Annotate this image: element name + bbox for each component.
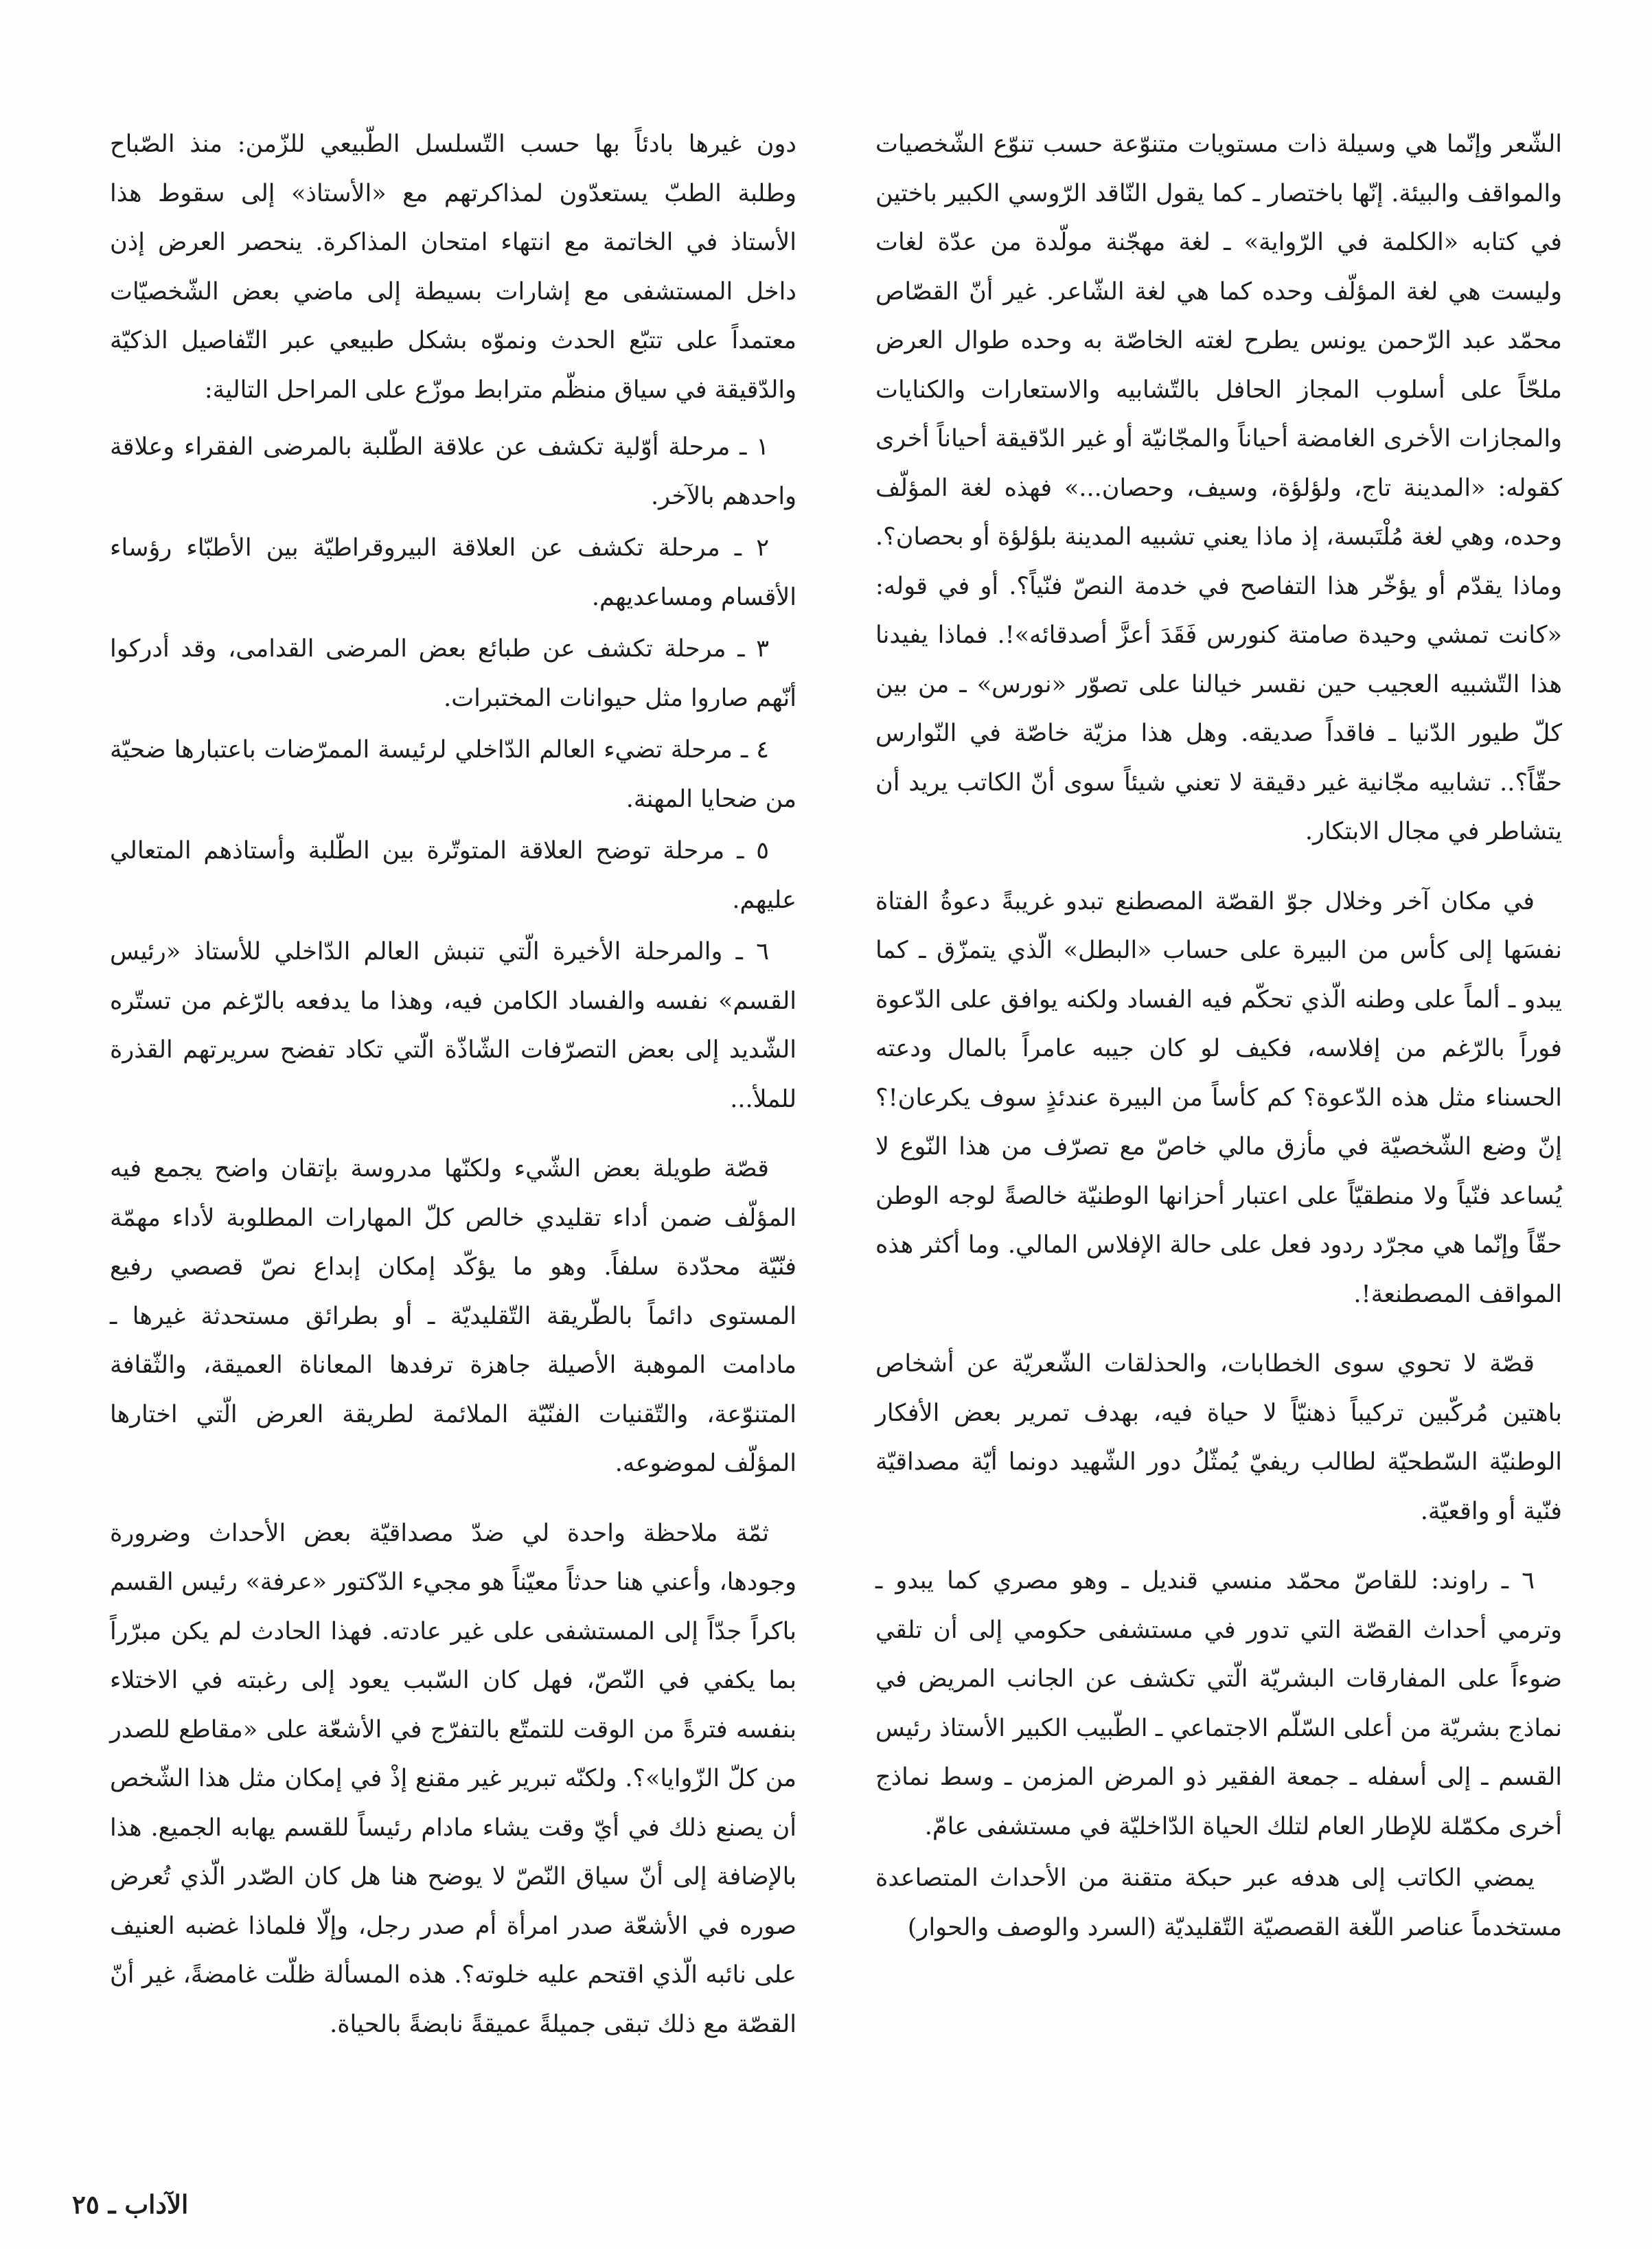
list-item: ٤ ـ مرحلة تضيء العالم الدّاخلي لرئيسة الممرّضات باعتبارها ضحيّة من ضحايا المهنة. (110, 736, 796, 813)
paragraph: قصّة لا تحوي سوى الخطابات، والحذلقات الشّعريّة عن أشخاص باهتين مُركّبين تركيباً ذهنيّاً لا حياة فيه، بهدف تمرير بعض الأفكار الوطنيّة السّطحيّة لطالب ريفيّ يُمثّلُ دور الشّهيد دونما أيّة مصداقيّة فنّية أو واقعيّة. (875, 1350, 1562, 1525)
paragraph: ثمّة ملاحظة واحدة لي ضدّ مصداقيّة بعض الأحداث وضرورة وجودها، وأعني هنا حدثاً معيّناً هو مجيء الدّكتور «عرفة» رئيس القسم باكراً جدّاً إلى المستشفى على غير عادته. فهذا الحادث لم يكن مبرّراً بما يكفي في النّصّ، فهل كان السّبب يعود إلى رغبته في الاختلاء بنفسه فترةً من الوقت للتمتّع بالتفرّج في الأشعّة على «مقاطع للصدر من كلّ الزّوايا»؟. ولكنّه تبرير غير مقنع إذْ في إمكان مثل هذا الشّخص أن يصنع ذلك في أيّ وقت يشاء مادام رئيساً للقسم يهابه الجميع. هذا بالإضافة إلى أنّ سياق النّصّ لا يوضح هنا هل كان الصّدر الّذي تُعرض صوره في الأشعّة صدر امرأة أم صدر رجل، وإلّا فلماذا غضبه العنيف على نائبه الّذي اقتحم عليه خلوته؟. هذه المسألة ظلّت غامضةً، غير أنّ القصّة مع ذلك تبقى جميلةً عميقةً نابضةً بالحياة. (110, 1519, 796, 2038)
list-item: ٥ ـ مرحلة توضح العلاقة المتوتّرة بين الطّلبة وأستاذهم المتعالي عليهم. (110, 837, 796, 914)
paragraph: الشّعر وإنّما هي وسيلة ذات مستويات متنوّعة حسب تنوّع الشّخصيات والمواقف والبيئة. إنّها باختصار ـ كما يقول النّاقد الرّوسي الكبير باختين في كتابه «الكلمة في الرّواية» ـ لغة مهجّنة مولّدة من عدّة لغات وليست هي لغة المؤلّف وحده كما هي لغة الشّاعر. غير أنّ القصّاص محمّد عبد الرّحمن يونس يطرح لغته الخاصّة به وحده طوال العرض ملحّاً على أسلوب المجاز الحافل بالتّشابيه والاستعارات والكنايات والمجازات الأخرى الغامضة أحياناً والمجّانيّة أو غير الدّقيقة أحياناً أخرى كقوله: «المدينة تاج، ولؤلؤة، وسيف، وحصان...» فهذه لغة المؤلّف وحده، وهي لغة مُلْتَبسة، إذ ماذا يعني تشبيه المدينة بلؤلؤة أو بحصان؟. وماذا يقدّم أو يؤخّر هذا التفاصح في خدمة النصّ فنّياً؟. أو في قوله: «كانت تمشي وحيدة صامتة كنورس فَقَدَ أعزَّ أصدقائه»!. فماذا يفيدنا هذا التّشبيه العجيب حين نقسر خيالنا على تصوّر «نورس» ـ من بين كلّ طيور الدّنيا ـ فاقداً صديقه. وهل هذا مزيّة خاصّة في النّوارس حقّاً؟.. تشابيه مجّانية غير دقيقة لا تعني شيئاً سوى أنّ الكاتب يريد أن يتشاطر في مجال الابتكار. (875, 130, 1562, 845)
paragraph: دون غيرها بادئاً بها حسب التّسلسل الطّبيعي للزّمن: منذ الصّباح وطلبة الطبّ يستعدّون لمذاكرتهم مع «الأستاذ» إلى سقوط هذا الأستاذ في الخاتمة مع انتهاء امتحان المذاكرة. ينحصر العرض إذن داخل المستشفى مع إشارات بسيطة إلى ماضي بعض الشّخصيّات معتمداً على تتبّع الحدث ونموّه بشكل طبيعي عبر التّفاصيل الذكيّة والدّقيقة في سياق منظّم مترابط موزّع على المراحل التالية: (110, 130, 797, 404)
list-item: ٢ ـ مرحلة تكشف عن العلاقة البيروقراطيّة بين الأطبّاء رؤساء الأقسام ومساعديهم. (110, 534, 796, 611)
left-column (110, 120, 796, 2070)
paragraph: يمضي الكاتب إلى هدفه عبر حبكة متقنة من الأحداث المتصاعدة مستخدماً عناصر اللّغة القصصيّة التّقليديّة (السرد والوصف والحوار) (875, 1864, 1562, 1941)
page-folio: الآداب ـ ٢٥ (72, 2189, 189, 2219)
paragraph: قصّة طويلة بعض الشّيء ولكنّها مدروسة بإتقان واضح يجمع فيه المؤلّف ضمن أداء تقليدي خالص كلّ المهارات المطلوبة لأداء مهمّة فنّيّة محدّدة سلفاً. وهو ما يؤكّد إمكان إبداع نصّ قصصي رفيع المستوى دائماً بالطّريقة التّقليديّة ـ أو بطرائق مستحدثة غيرها ـ مادامت الموهبة الأصيلة جاهزة ترفدها المعاناة العميقة، والثّقافة المتنوّعة، والتّقنيات الفنّيّة الملائمة لطريقة العرض الّتي اختارها المؤلّف لموضوعه. (110, 1155, 796, 1477)
paragraph: ٦ ـ راوند: للقاصّ محمّد منسي قنديل ـ وهو مصري كما يبدو ـ وترمي أحداث القصّة التي تدور في مستشفى حكومي إلى أن تلقي ضوءاً على المفارقات البشريّة الّتي تكشف عن الجانب المريض في نماذج بشريّة من أعلى السّلّم الاجتماعي ـ الطّبيب الكبير الأستاذ رئيس القسم ـ إلى أسفله ـ جمعة الفقير ذو المرض المزمن ـ وسط نماذج أخرى مكمّلة للإطار العام لتلك الحياة الدّاخليّة في مستشفى عامّ. (875, 1567, 1562, 1840)
list-item: ٦ ـ والمرحلة الأخيرة الّتي تنبش العالم الدّاخلي للأستاذ «رئيس القسم» نفسه والفساد الكامن فيه، وهذا ما يدفعه بالرّغم من تستّره الشّديد إلى بعض التصرّفات الشّاذّة الّتي تكاد تفضح سريرتهم القذرة للملأ... (110, 938, 796, 1113)
paragraph: في مكان آخر وخلال جوّ القصّة المصطنع تبدو غريبةً دعوةُ الفتاة نفسَها إلى كأس من البيرة على حساب «البطل» الّذي يتمزّق ـ كما يبدو ـ ألماً على وطنه الّذي تحكّم فيه الفساد ولكنه يوافق على الدّعوة فوراً بالرّغم من إفلاسه، فكيف لو كان جيبه عامراً بالمال ودعته الحسناء مثل هذه الدّعوة؟ كم كأساً من البيرة عندئذٍ سوف يكرعان!؟ إنّ وضع الشّخصيّة في مأزق مالي خاصّ مع تصرّف من هذا النّوع لا يُساعد فنّياً ولا منطقيّاً على اعتبار أحزانها الوطنيّة خالصةً لوجه الوطن حقّاً وإنّما هي مجرّد ردود فعل على حالة الإفلاس المالي. وما أكثر هذه المواقف المصطنعة!. (875, 887, 1562, 1308)
list-item: ١ ـ مرحلة أوّلية تكشف عن علاقة الطّلبة بالمرضى الفقراء وعلاقة واحدهم بالآخر. (110, 433, 796, 510)
list-item: ٣ ـ مرحلة تكشف عن طبائع بعض المرضى القدامى، وقد أدركوا أنّهم صاروا مثل حيوانات المختبرات. (110, 635, 796, 712)
right-column (875, 120, 1562, 1973)
